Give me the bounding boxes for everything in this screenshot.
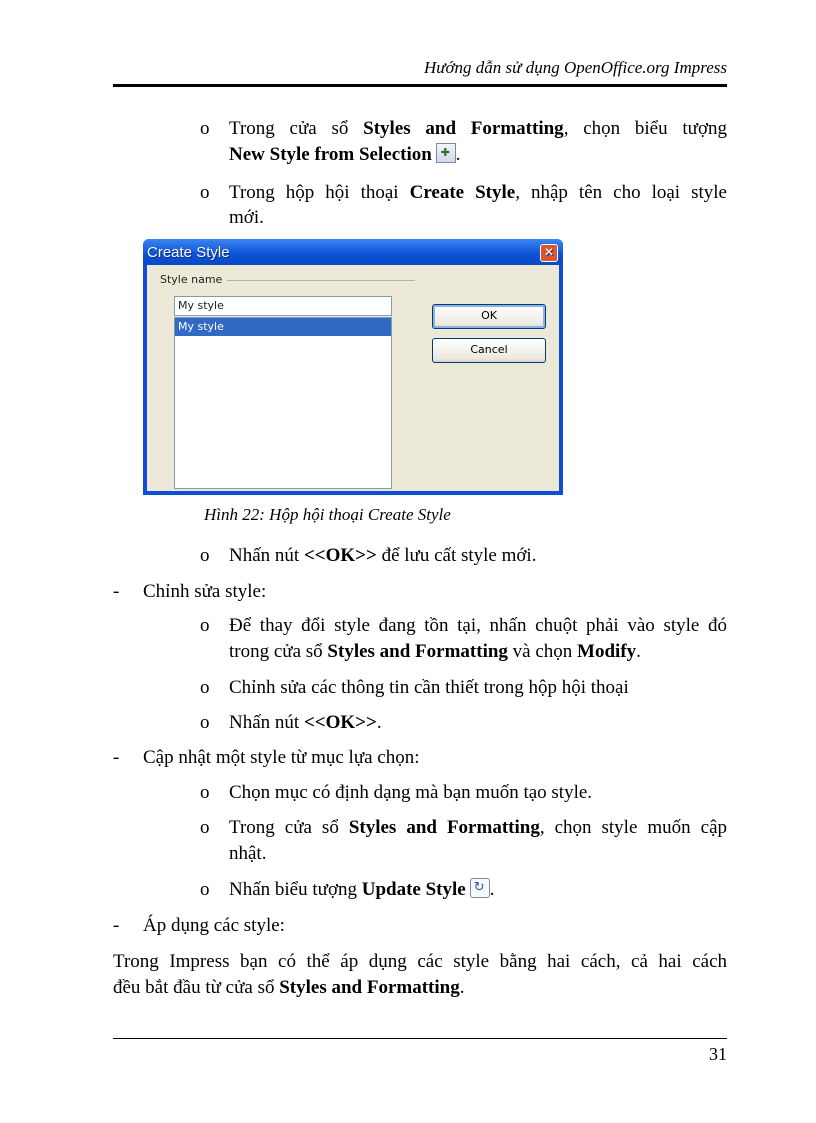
modify-heading: Chỉnh sửa style: xyxy=(143,581,267,602)
apply-paragraph-line2: đều bắt đầu từ cửa sổ Styles and Formatting. xyxy=(113,977,465,998)
step-press-ok: Nhấn nút <<OK>> để lưu cất style mới. xyxy=(229,545,537,566)
modify-step1-line1: Để thay đổi style đang tồn tại, nhấn chuột phải vào style đó xyxy=(229,615,727,636)
modify-step1-line2: trong cửa sổ Styles and Formatting và chọn Modify. xyxy=(229,641,641,662)
update-heading: Cập nhật một style từ mục lựa chọn: xyxy=(143,747,420,768)
bullet-circle: o xyxy=(200,615,210,636)
figure-caption: Hình 22: Hộp hội thoại Create Style xyxy=(204,505,451,524)
style-name-label: Style name xyxy=(160,273,226,286)
apply-paragraph-line1: Trong Impress bạn có thể áp dụng các style bằng hai cách, cả hai cách xyxy=(113,951,727,972)
footer-rule xyxy=(113,1038,727,1039)
bullet-circle: o xyxy=(200,118,210,139)
modify-step3: Nhấn nút <<OK>>. xyxy=(229,712,382,733)
dialog-title: Create Style xyxy=(147,244,230,261)
step-create-style-line2: mới. xyxy=(229,207,264,228)
cancel-button[interactable]: Cancel xyxy=(432,338,546,363)
update-style-icon: ↻ xyxy=(470,878,490,898)
update-step2-line1: Trong cửa sổ Styles and Formatting, chọn style muốn cập xyxy=(229,817,728,838)
bullet-dash: - xyxy=(113,581,120,602)
bullet-circle: o xyxy=(200,782,210,803)
dialog-body xyxy=(147,265,559,491)
update-step2-line2: nhật. xyxy=(229,843,267,864)
style-name-list[interactable] xyxy=(174,317,392,489)
bullet-circle: o xyxy=(200,545,210,566)
modify-step2: Chỉnh sửa các thông tin cần thiết trong hộp hội thoại xyxy=(229,677,629,698)
step-new-style-line1: Trong cửa sổ Styles and Formatting, chọn biểu tượng xyxy=(229,118,728,139)
page-header: Hướng dẫn sử dụng OpenOffice.org Impress xyxy=(423,58,727,77)
dialog-titlebar xyxy=(143,239,563,265)
new-style-from-selection-icon: ✚ xyxy=(436,143,456,163)
bullet-circle: o xyxy=(200,817,210,838)
bullet-dash: - xyxy=(113,915,120,936)
update-step3: Nhấn biểu tượng Update Style ↻ . xyxy=(229,879,495,900)
bullet-circle: o xyxy=(200,677,210,698)
close-icon[interactable]: ✕ xyxy=(540,244,558,262)
ok-button[interactable]: OK xyxy=(432,304,546,329)
bullet-circle: o xyxy=(200,712,210,733)
bullet-dash: - xyxy=(113,747,120,768)
list-item[interactable]: My style xyxy=(175,318,391,336)
bullet-circle: o xyxy=(200,879,210,900)
page-number: 31 xyxy=(709,1044,727,1064)
update-step1: Chọn mục có định dạng mà bạn muốn tạo style. xyxy=(229,782,593,803)
apply-heading: Áp dụng các style: xyxy=(143,915,285,936)
step-create-style-line1: Trong hộp hội thoại Create Style, nhập tên cho loại style xyxy=(229,182,727,203)
create-style-dialog xyxy=(143,239,563,495)
header-rule xyxy=(113,84,727,87)
style-name-input[interactable]: My style xyxy=(174,296,392,316)
bullet-circle: o xyxy=(200,182,210,203)
step-new-style-line2: New Style from Selection ✚ . xyxy=(229,144,461,165)
group-divider xyxy=(227,280,415,281)
